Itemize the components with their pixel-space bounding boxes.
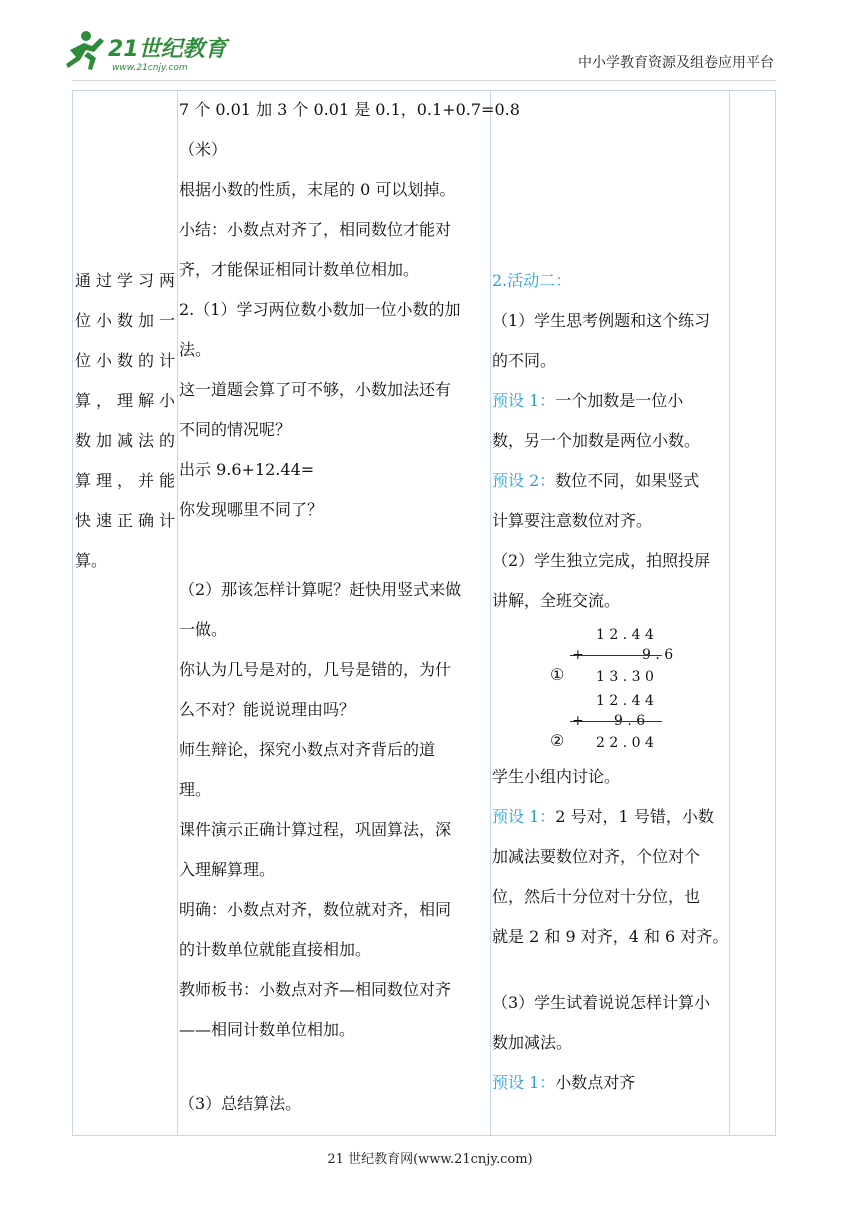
lesson-table bbox=[72, 90, 776, 1136]
spacer bbox=[179, 530, 489, 570]
footer: 21 世纪教育网(www.21cnjy.com) bbox=[327, 1152, 533, 1167]
preset-label: 预设 2： bbox=[492, 471, 556, 490]
calc-line bbox=[570, 721, 662, 722]
text-line: 的不同。 bbox=[492, 351, 557, 370]
header-divider bbox=[72, 80, 776, 81]
runner-icon bbox=[66, 31, 104, 70]
preset-line bbox=[492, 1063, 728, 1103]
preset-line bbox=[492, 381, 728, 421]
calc-line bbox=[570, 655, 662, 656]
objective-column bbox=[75, 261, 175, 581]
text-line: 入理解算理。 bbox=[179, 860, 276, 879]
calc-operator: + bbox=[572, 647, 584, 663]
text-line: 课件演示正确计算过程，巩固算法，深 bbox=[179, 820, 452, 839]
text-line: （米） bbox=[179, 140, 228, 159]
calc-number: ① bbox=[550, 665, 565, 684]
student-column bbox=[492, 261, 728, 1103]
objective-line: 位小数加一 bbox=[75, 311, 175, 330]
objective-line: 算。 bbox=[75, 551, 108, 570]
text-line: 根据小数的性质，末尾的 0 可以划掉。 bbox=[179, 180, 456, 199]
text-line: （3）总结算法。 bbox=[179, 1094, 302, 1113]
calc-result: 2 2 . 0 4 bbox=[596, 735, 654, 751]
text-line: 数，另一个加数是两位小数。 bbox=[492, 431, 701, 450]
text-line: 的计数单位就能直接相加。 bbox=[179, 940, 372, 959]
text-line: 齐，才能保证相同计数单位相加。 bbox=[179, 260, 420, 279]
text-line: 位，然后十分位对十分位，也 bbox=[492, 887, 701, 906]
preset-label: 预设 1： bbox=[492, 1073, 556, 1092]
text-line: 教师板书：小数点对齐—相同数位对齐 bbox=[179, 980, 452, 999]
preset-label: 预设 1： bbox=[492, 391, 556, 410]
text-line: 法。 bbox=[179, 340, 212, 359]
text-line: 加减法要数位对齐，个位对个 bbox=[492, 847, 701, 866]
text-line: （1）学生思考例题和这个练习 bbox=[492, 311, 711, 330]
text-line: 这一道题会算了可不够，小数加法还有 bbox=[179, 380, 452, 399]
text-line: （3）学生试着说说怎样计算小 bbox=[492, 993, 711, 1012]
objective-line: 位小数的计 bbox=[75, 351, 175, 370]
objective-line: 通过学习两 bbox=[75, 271, 175, 290]
preset-text: 一个加数是一位小 bbox=[555, 391, 684, 410]
column-divider bbox=[729, 91, 730, 1135]
logo bbox=[62, 28, 232, 74]
calc-result: 1 3 . 3 0 bbox=[596, 669, 654, 685]
spacer bbox=[492, 957, 728, 983]
text-line: 2.（1）学习两位数小数加一位小数的加 bbox=[179, 300, 461, 319]
text-line: 小结：小数点对齐了，相同数位才能对 bbox=[179, 220, 452, 239]
calc-number: ② bbox=[550, 731, 565, 750]
objective-line: 数加减法的 bbox=[75, 431, 175, 450]
activity-title: 2.活动二： bbox=[492, 271, 572, 290]
preset-line bbox=[492, 461, 728, 501]
text-line: 数加减法。 bbox=[492, 1033, 573, 1052]
teacher-column bbox=[179, 90, 520, 1124]
text-line: 师生辩论，探究小数点对齐背后的道 bbox=[179, 740, 436, 759]
text-line: 理。 bbox=[179, 780, 212, 799]
calc-operator: + bbox=[572, 713, 584, 729]
text-line: 你发现哪里不同了？ bbox=[179, 500, 324, 519]
objective-line: 算，理解小 bbox=[75, 391, 175, 410]
calc-row: 9 . 6 bbox=[642, 647, 674, 663]
calc-row: 1 2 . 4 4 bbox=[596, 627, 654, 643]
preset-label: 预设 1： bbox=[492, 807, 556, 826]
objective-line: 快速正确计 bbox=[75, 511, 175, 530]
text-line: 明确：小数点对齐，数位就对齐，相同 bbox=[179, 900, 452, 919]
preset-text: 2 号对，1 号错，小数 bbox=[555, 807, 714, 826]
calc-row: 9 . 6 bbox=[614, 713, 646, 729]
vertical-calculations bbox=[492, 621, 728, 769]
text-line: 就是 2 和 9 对齐，4 和 6 对齐。 bbox=[492, 927, 729, 946]
text-line: （2）那该怎样计算呢？赶快用竖式来做 bbox=[179, 580, 462, 599]
column-divider bbox=[490, 91, 491, 1135]
text-line: 你认为几号是对的，几号是错的，为什 bbox=[179, 660, 452, 679]
text-line: 不同的情况呢？ bbox=[179, 420, 292, 439]
text-line: 出示 9.6+12.44= bbox=[179, 460, 315, 479]
text-line: 一做。 bbox=[179, 620, 228, 639]
calculation-2 bbox=[552, 687, 672, 757]
objective-line: 算理，并能 bbox=[75, 471, 175, 490]
site-name: 中小学教育资源及组卷应用平台 bbox=[578, 55, 774, 71]
preset-line bbox=[492, 797, 728, 837]
logo-url: www.21cnjy.com bbox=[112, 63, 188, 73]
text-line: 讲解，全班交流。 bbox=[492, 591, 621, 610]
text-line: 学生小组内讨论。 bbox=[492, 767, 621, 786]
text-line: （2）学生独立完成，拍照投屏 bbox=[492, 551, 711, 570]
preset-text: 数位不同，如果竖式 bbox=[555, 471, 700, 490]
calc-row: 1 2 . 4 4 bbox=[596, 693, 654, 709]
column-divider bbox=[177, 91, 178, 1135]
text-line: 么不对？能说说理由吗？ bbox=[179, 700, 356, 719]
text-line: 计算要注意数位对齐。 bbox=[492, 511, 653, 530]
logo-text: 21世纪教育 bbox=[108, 37, 227, 62]
text-line: 7 个 0.01 加 3 个 0.01 是 0.1，0.1+0.7=0.8 bbox=[179, 100, 520, 119]
text-line: ——相同计数单位相加。 bbox=[179, 1020, 356, 1039]
preset-text: 小数点对齐 bbox=[555, 1073, 636, 1092]
spacer bbox=[179, 1050, 489, 1084]
